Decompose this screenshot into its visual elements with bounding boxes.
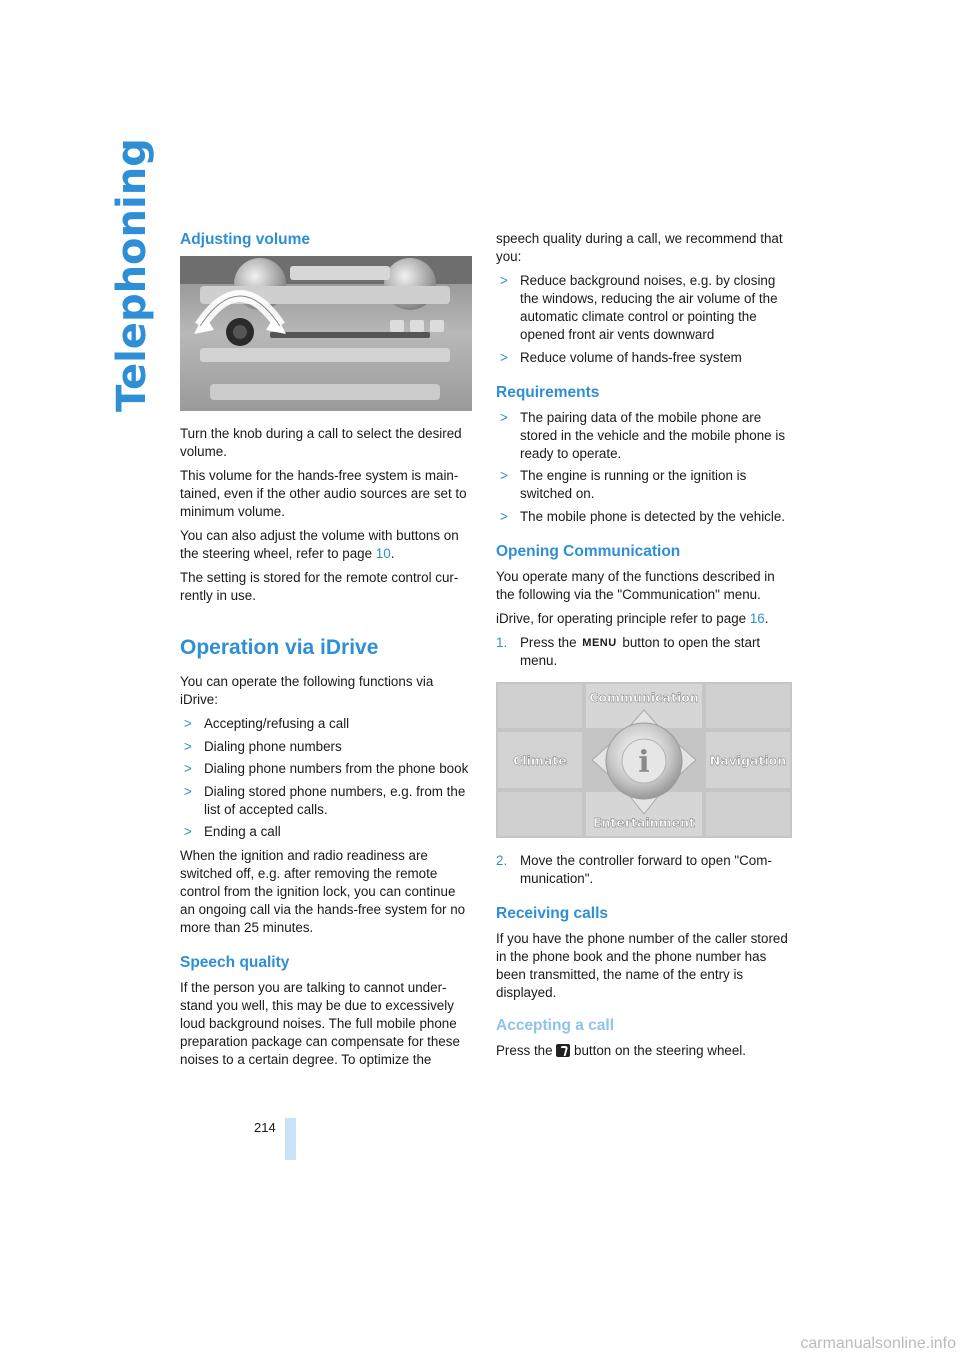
page-link[interactable]: 16 [749,610,765,626]
text: button to open the start menu. [520,634,761,668]
page-number-bar [285,1118,296,1160]
text: . [390,546,395,561]
text: You can also adjust the volume with buttons on the steering wheel, refer to page [180,528,459,561]
bullet: > [500,508,508,524]
list-item-text: Dialing stored phone numbers, e.g. from the list of accepted calls. [204,783,466,817]
page-link[interactable]: 10 [375,546,391,561]
menu-right-label[interactable]: Navigation [709,752,787,768]
bullet: > [184,738,192,754]
bullet: > [184,716,192,731]
heading-opening-communication: Opening Communication [496,542,681,560]
list-item-text: The mobile phone is detected by the vehicle. [520,508,786,524]
steps-list [496,634,792,670]
step-item [496,852,792,888]
text: iDrive, for operating principle refer to page [496,610,750,626]
paragraph: If the person you are talking to cannot understand you well, this may be due to excessively loud background noises. The full mobile phone preparation package can compensate for these noises to a certain degree. To optimize the [180,980,460,1067]
watermark [780,1329,960,1358]
paragraph: You operate many of the functions described in the following via the "Communication" menu. [496,568,775,602]
watermark-text: carmanualsonline.info [800,1335,956,1352]
paragraph: Turn the knob during a call to select the desired volume. [180,426,462,459]
list-item-text: Dialing phone numbers [204,738,342,754]
list-item-text: Dialing phone numbers from the phone book [204,761,469,776]
list-item [180,783,472,819]
text: Press the [496,1042,557,1058]
list-item-text: Accepting/refusing a call [204,716,350,731]
list-item [180,715,472,733]
list-item-text: Reduce volume of hands-free system [520,349,742,365]
list-item [496,409,792,463]
right-column [496,230,792,1066]
heading-requirements: Requirements [496,383,600,401]
chapter-title: Telephoning [109,138,155,412]
paragraph: When the ignition and radio readiness are switched off, e.g. after removing the remote control from the ignition lock, you can continue an ongoing call via the hands-free system for no more than 25 minutes. [180,848,466,935]
paragraph [180,527,472,563]
text: . [764,610,769,626]
list-item-text: The engine is running or the ignition is switched on. [520,468,747,501]
bullet: > [184,824,192,839]
paragraph [496,610,792,628]
left-column [180,230,472,1075]
step-number: 2. [496,852,508,868]
bullet: > [500,409,508,425]
list-item [496,508,792,526]
speech-tips-list [496,272,792,367]
text: Press the [520,634,581,650]
menu-top-label[interactable]: Communication [589,689,699,705]
phone-icon [556,1044,570,1057]
paragraph: speech quality during a call, we recommend that you: [496,231,783,264]
heading-adjusting-volume: Adjusting volume [180,231,311,248]
menu-left-label[interactable]: Climate [513,752,567,768]
paragraph: You can operate the following functions via iDrive: [180,674,434,707]
paragraph: If you have the phone number of the caller stored in the phone book and the phone number has been transmitted, the name of the entry is displayed. [496,930,788,1000]
list-item-text: Ending a call [204,824,281,839]
idrive-menu-figure [496,682,792,838]
menu-key-icon: MENU [582,636,617,649]
step-item [496,634,792,670]
requirements-list [496,409,792,526]
list-item [496,467,792,503]
list-item [180,823,472,841]
bullet: > [500,349,508,365]
list-item [180,738,472,756]
bullet: > [500,273,508,288]
function-list [180,715,472,841]
heading-accepting-call: Accepting a call [496,1016,615,1034]
bullet: > [184,761,192,776]
list-item-text: The pairing data of the mobile phone are stored in the vehicle and the mobile phone is ready to operate. [520,409,786,461]
text: button on the steering wheel. [570,1042,746,1058]
list-item [496,272,792,344]
page-number: 214 [254,1120,276,1135]
list-item [496,349,792,367]
heading-operation-idrive: Operation via iDrive [180,636,379,659]
menu-bottom-label[interactable]: Entertainment [592,814,696,830]
bullet: > [184,783,192,799]
step-number: 1. [496,634,508,650]
paragraph [496,1042,792,1060]
volume-knob-figure [180,256,472,411]
list-item-text: Reduce background noises, e.g. by closing the windows, reducing the air volume of the automatic climate control or pointing the opened front air vents downward [520,273,778,342]
list-item [180,760,472,778]
heading-receiving-calls: Receiving calls [496,904,609,922]
paragraph: The setting is stored for the remote control currently in use. [180,570,459,603]
bullet: > [500,468,508,483]
steps-list [496,852,792,888]
svg-text:i: i [638,744,650,780]
paragraph: This volume for the hands-free system is maintained, even if the other audio sources are set to minimum volume. [180,468,467,519]
heading-speech-quality: Speech quality [180,954,290,971]
text: Move the controller forward to open "Communication". [520,852,772,886]
